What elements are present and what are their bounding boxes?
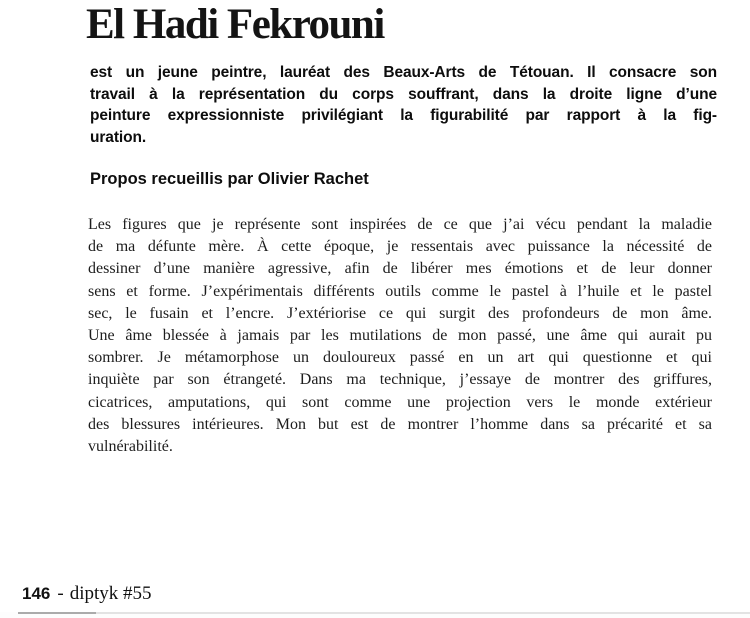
footer-separator: - [57,583,64,604]
body-line: dessiner d’une manière agressive, afin de libérer mes émotions et de leur donner [88,260,712,278]
body-line: des blessures intérieures. Mon but est de montrer l’homme dans sa précarité et sa [88,415,712,433]
body-line: Une âme blessée à jamais par les mutilations de mon passé, une âme qui aurait pu [88,326,712,344]
intro-line: peinture expressionniste privilégiant la figurabilité par rapport à la fig- [90,107,717,124]
body-line: de ma défunte mère. À cette époque, je ressentais avec puissance la nécessité de [88,238,712,256]
page-edge-dark-segment [18,612,96,614]
page-footer [22,583,152,607]
body-line: cicatrices, amputations, qui sont comme une projection vers le monde extérieur [88,393,712,411]
intro-line: travail à la représentation du corps souffrant, dans la droite ligne d’une [90,85,717,103]
body-line: sec, le fusain et l’encre. J’extériorise ce qui surgit des profondeurs de mon âme. [88,304,712,322]
intro-line: uration. [90,128,147,146]
body-line: inquiète par son étrangeté. Dans ma technique, j’essaye de montrer des griffures, [88,371,712,389]
intro-line: est un jeune peintre, lauréat des Beaux-Arts de Tétouan. Il consacre son [90,64,717,81]
body-line: Les figures que je représente sont inspirées de ce que j’ai vécu pendant la maladie [88,216,712,233]
bottom-page-edge [0,612,750,618]
body-paragraph [88,214,712,458]
intro-paragraph [90,62,717,148]
page-edge-light-segment [96,612,750,614]
body-line: vulnérabilité. [88,437,173,455]
byline: Propos recueillis par Olivier Rachet [90,170,369,188]
page-title: El Hadi Fekrouni [86,1,384,48]
page-number: 146 [22,584,51,603]
body-line: sens et forme. J’expérimentais différents outils comme le pastel à l’huile et le pastel [88,282,712,300]
publication-name: diptyk #55 [69,583,152,604]
body-line: sombrer. Je métamorphose un douloureux passé en un art qui questionne et qui [88,349,712,367]
